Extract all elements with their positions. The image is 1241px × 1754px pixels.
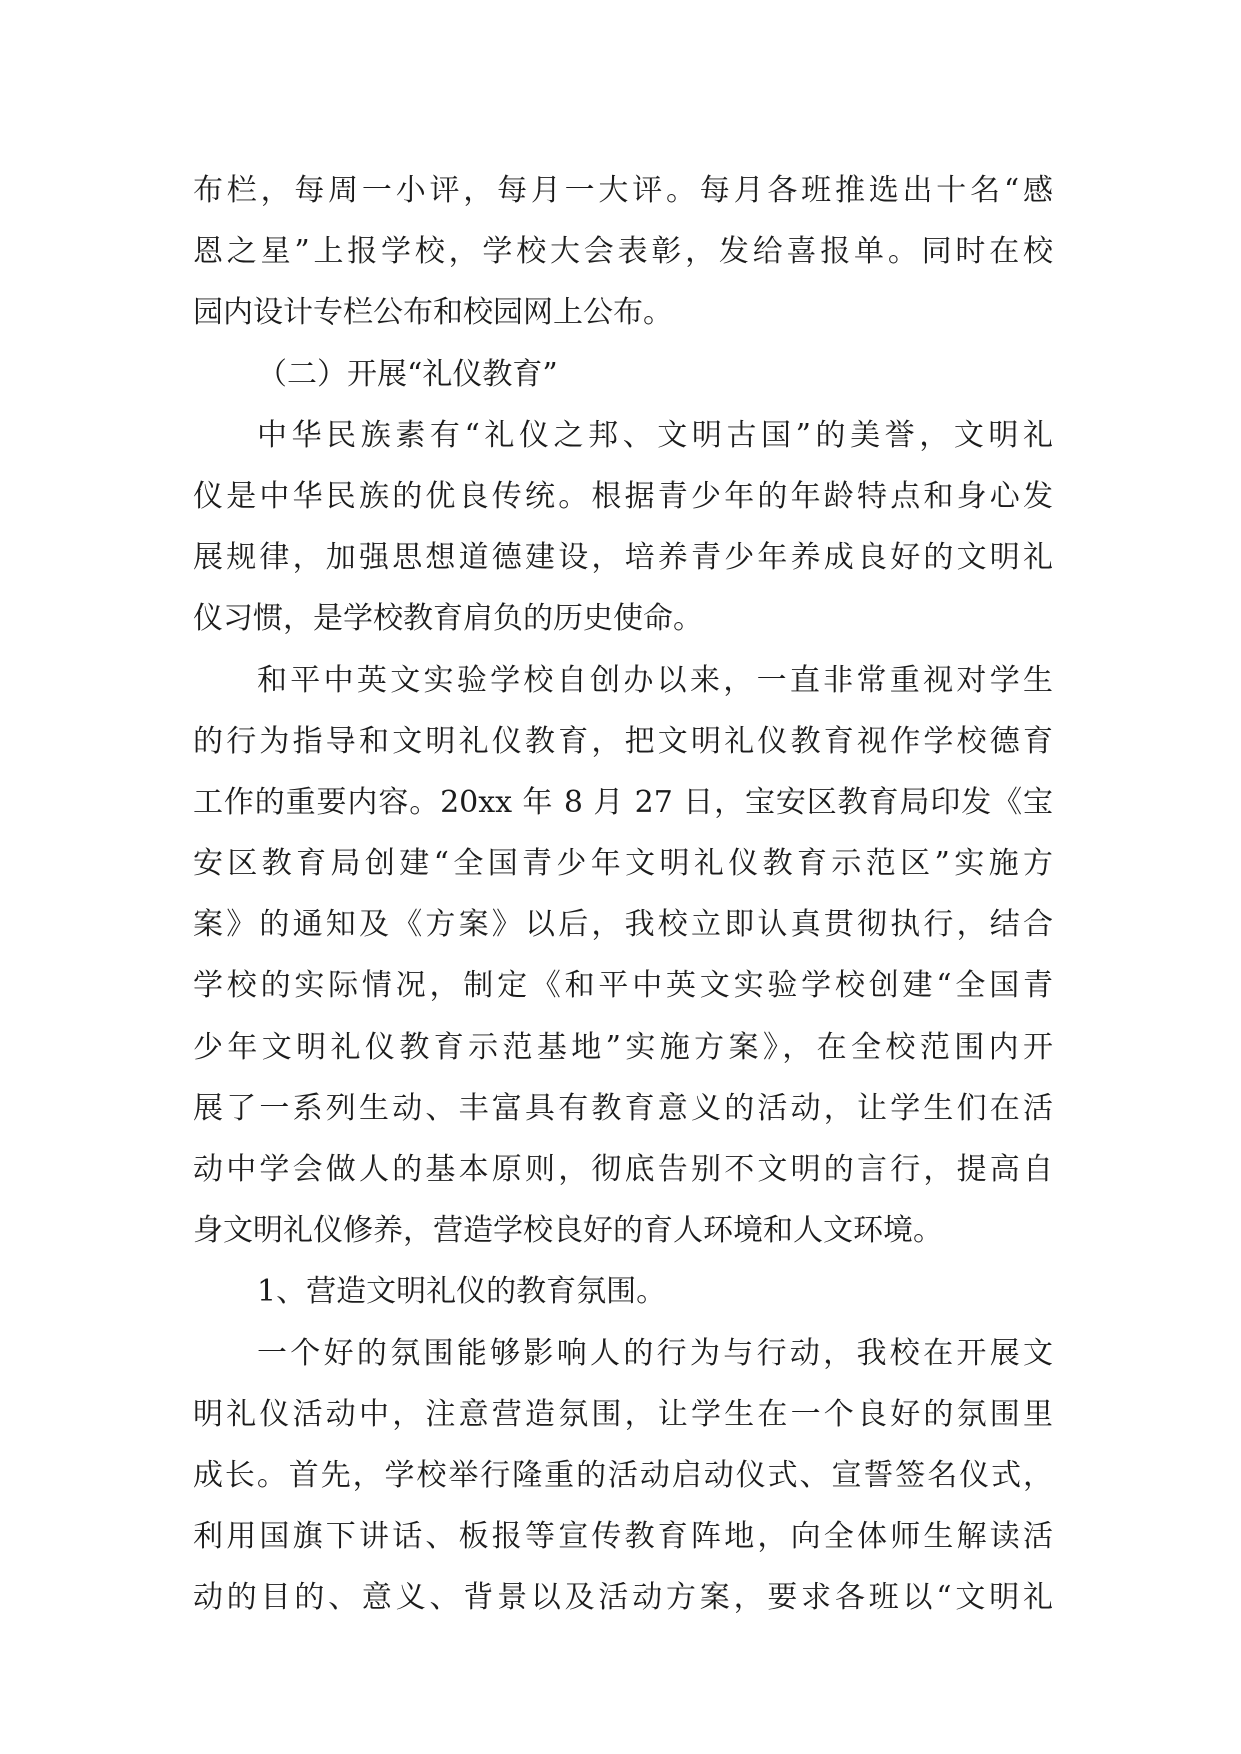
text-line: 成长。首先，学校举行隆重的活动启动仪式、宣誓签名仪式， — [193, 1457, 1053, 1493]
text-line: 仪是中华民族的优良传统。根据青少年的年龄特点和身心发 — [193, 478, 1053, 514]
text-line: 展了一系列生动、丰富具有教育意义的活动，让学生们在活 — [193, 1090, 1053, 1126]
text-line: 园内设计专栏公布和校园网上公布。 — [193, 295, 673, 331]
text-line: 布栏，每周一小评，每月一大评。每月各班推选出十名“感 — [193, 173, 1053, 208]
text-line: 利用国旗下讲话、板报等宣传教育阵地，向全体师生解读活 — [193, 1519, 1053, 1555]
text-line: 少年文明礼仪教育示范基地”实施方案》，在全校范围内开 — [193, 1029, 1053, 1065]
text-line: 动中学会做人的基本原则，彻底告别不文明的言行，提高自 — [193, 1152, 1053, 1187]
paragraph-first-line: 中华民族素有“礼仪之邦、文明古国”的美誉，文明礼 — [257, 417, 1053, 453]
text-line: 恩之星”上报学校，学校大会表彰，发给喜报单。同时在校 — [193, 234, 1053, 270]
text-line: 明礼仪活动中，注意营造氛围，让学生在一个良好的氛围里 — [193, 1396, 1053, 1432]
section-heading: （二）开展“礼仪教育” — [257, 356, 558, 392]
text-line: 安区教育局创建“全国青少年文明礼仪教育示范区”实施方 — [193, 846, 1053, 882]
list-item-heading: 1、营造文明礼仪的教育氛围。 — [257, 1274, 667, 1310]
paragraph-first-line: 和平中英文实验学校自创办以来，一直非常重视对学生 — [257, 662, 1053, 698]
paragraph-first-line: 一个好的氛围能够影响人的行为与行动，我校在开展文 — [257, 1335, 1053, 1371]
text-line: 仪习惯，是学校教育肩负的历史使命。 — [193, 601, 703, 637]
text-line: 身文明礼仪修养，营造学校良好的育人环境和人文环境。 — [193, 1213, 943, 1249]
text-line: 的行为指导和文明礼仪教育，把文明礼仪教育视作学校德育 — [193, 723, 1053, 759]
text-line: 案》的通知及《方案》以后，我校立即认真贯彻执行，结合 — [193, 907, 1053, 943]
text-line: 工作的重要内容。20xx 年 8 月 27 日，宝安区教育局印发《宝 — [193, 784, 1053, 820]
text-line: 学校的实际情况，制定《和平中英文实验学校创建“全国青 — [193, 968, 1053, 1004]
text-line: 动的目的、意义、背景以及活动方案，要求各班以“文明礼 — [193, 1580, 1053, 1616]
text-line: 展规律，加强思想道德建设，培养青少年养成良好的文明礼 — [193, 540, 1053, 576]
body-text — [193, 160, 1053, 1629]
